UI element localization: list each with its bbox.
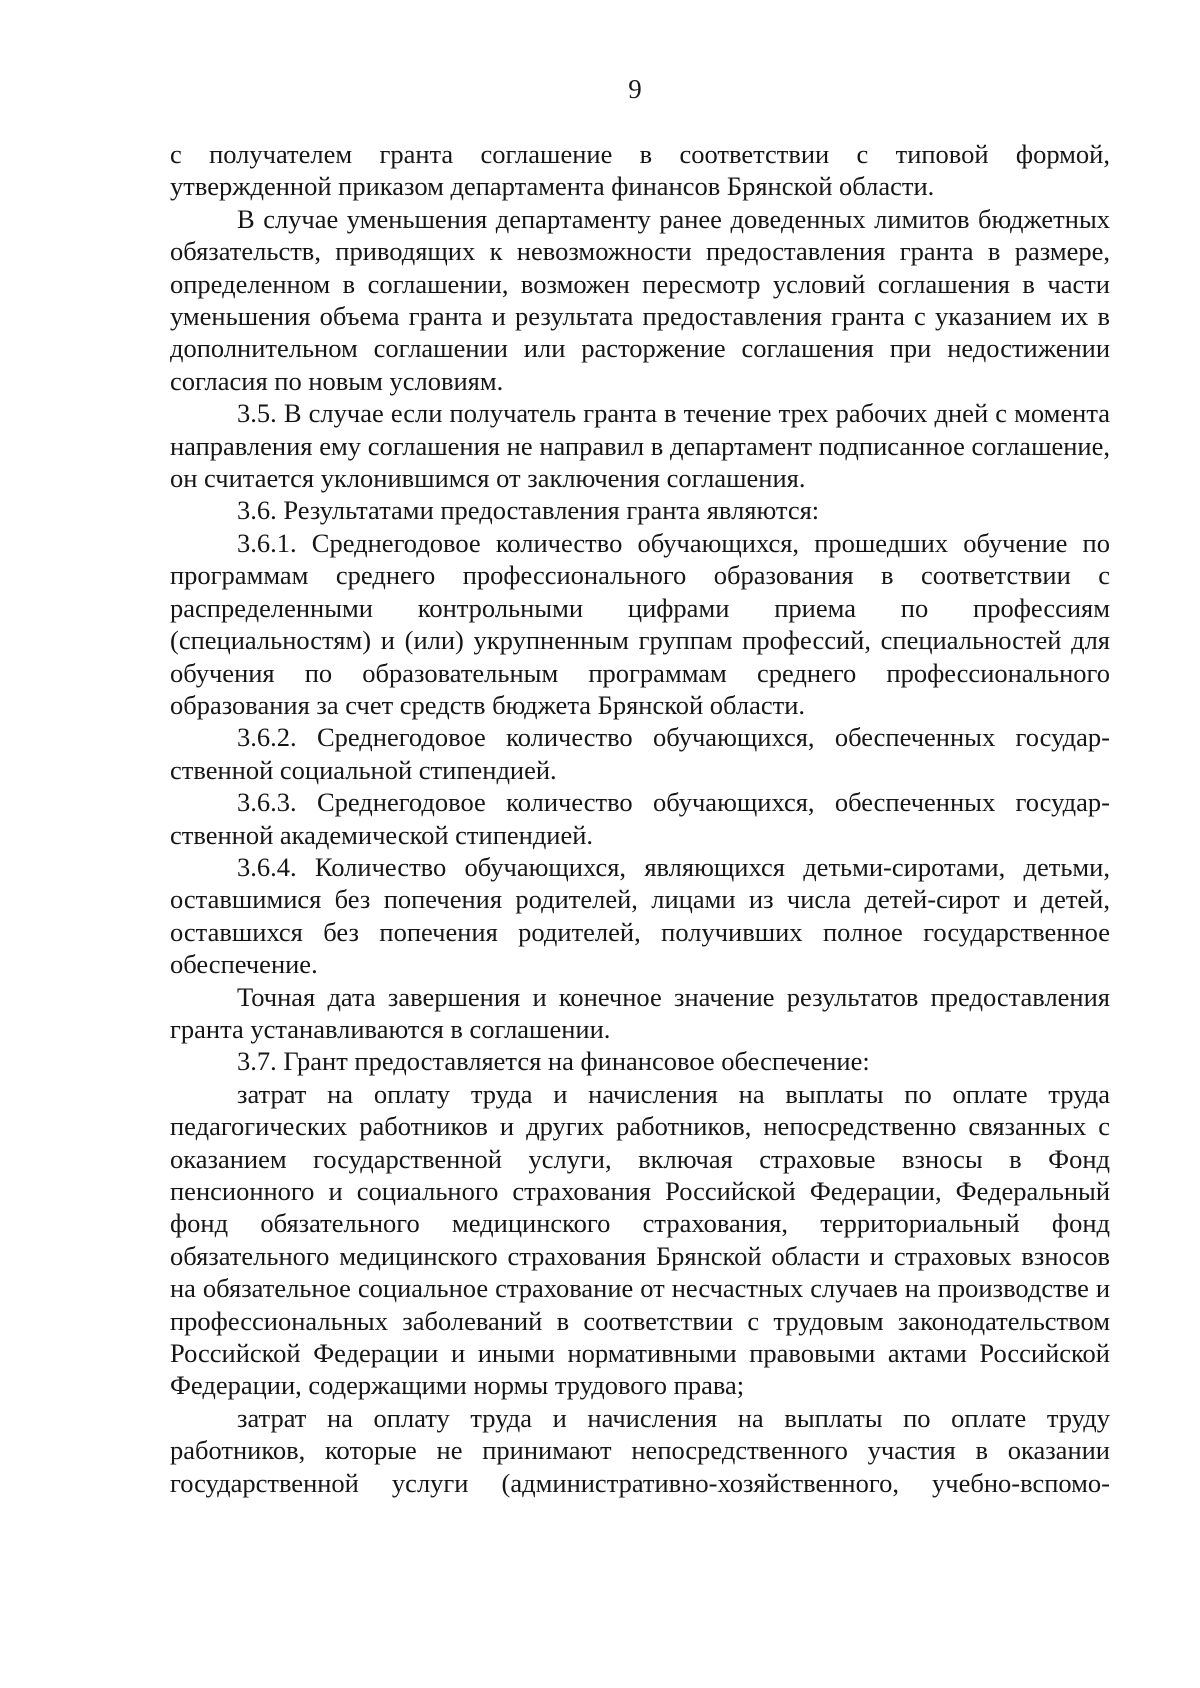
paragraph-3-7: 3.7. Грант предоставляется на финансовое обеспечение:: [237, 1046, 870, 1077]
paragraph-3-5: 3.5. В случае если получатель гранта в течение трех рабочих дней с момента направления ему соглашения не направил в департамент подписанное соглашение, он считается уклонившимся от заключения соглашения.: [170, 398, 1110, 494]
document-body: [170, 138, 1110, 1499]
paragraph-3-6: 3.6. Результатами предоставления гранта являются:: [237, 495, 820, 526]
paragraph-3-6-1: 3.6.1. Среднегодовое количество обучающихся, прошедших обучение по программам среднего профессионального образования в соответствии с распределенными контрольными цифрами приема по профессиям (специальностям) и (или) укрупненным группам профессий, специальностей для обучения по образовательным программам среднего профессионального образования за счет средств бюджета Брянской области.: [170, 527, 1110, 720]
paragraph-result-date: Точная дата завершения и конечное значение результатов предоставления гранта устанавливаются в соглашении.: [170, 981, 1110, 1044]
paragraph-3-6-3: 3.6.3. Среднегодовое количество обучающихся, обеспеченных государственной академической стипендией.: [170, 787, 1110, 850]
paragraph-3-6-2: 3.6.2. Среднегодовое количество обучающихся, обеспеченных государственной социальной стипендией.: [170, 722, 1110, 785]
paragraph-continuation: с получателем гранта соглашение в соответствии с типовой формой, утвержденной приказом департамента финансов Брянской области.: [170, 139, 1110, 202]
paragraph-limit-reduction: В случае уменьшения департаменту ранее доведенных лимитов бюджетных обязательств, приводящих к невозможности предоставления гранта в размере, определенном в соглашении, возможен пересмотр условий соглашения в части уменьшения объема гранта и результата предоставления гранта с указанием их в дополнительном соглашении или расторжение соглашения при недостижении согласия по новым условиям.: [170, 203, 1110, 396]
paragraph-teaching-staff-costs: затрат на оплату труда и начисления на выплаты по оплате труда педагогических работников и других работников, непосредственно связанных с оказанием государственной услуги, включая страховые взносы в Фонд пенсионного и социального страхования Российской Федерации, Федеральный фонд обязательного медицинского страхования, территориальный фонд обязательного медицинского страхования Брянской области и страховых взносов на обязательное социальное страхование от несчастных случаев на производстве и профессиональных заболеваний в соответствии с трудовым законодательством Российской Федерации и иными нормативными правовыми актами Российской Федерации, содержащими нормы трудового права;: [170, 1078, 1110, 1401]
paragraph-support-staff-costs: затрат на оплату труда и начисления на выплаты по оплате труду работников, которые не принимают непосредственного участия в оказании государственной услуги (административно-хозяйственного, учебно-вспомо-: [170, 1402, 1110, 1498]
paragraph-3-6-4: 3.6.4. Количество обучающихся, являющихся детьми-сиротами, детьми, оставшимися без попечения родителей, лицами из числа детей-сирот и детей, оставшихся без попечения родителей, получивших полное государственное обеспечение.: [170, 851, 1110, 980]
page-number: 9: [628, 74, 642, 104]
